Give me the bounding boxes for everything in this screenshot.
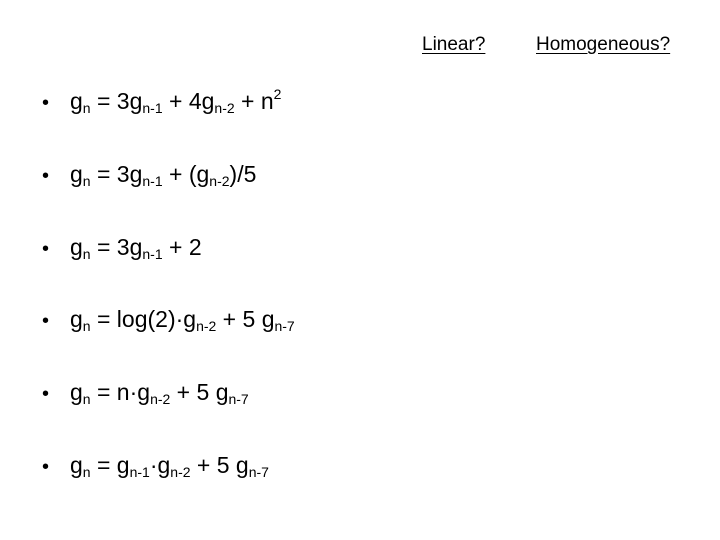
subscript: n-2 <box>214 100 235 116</box>
subscript: n-7 <box>228 391 249 407</box>
equation-text <box>70 161 256 187</box>
equation-segment: = 3g <box>90 88 143 114</box>
equation-segment: g <box>70 161 83 187</box>
equation-row <box>42 86 282 116</box>
subscript: n-1 <box>142 100 163 116</box>
equation-row <box>42 452 269 480</box>
equation-segment: = n·g <box>90 379 151 405</box>
superscript: 2 <box>273 86 282 102</box>
header-homogeneous: Homogeneous? <box>536 34 671 55</box>
subscript: n-7 <box>248 464 269 480</box>
subscript: n-1 <box>129 464 150 480</box>
equation-segment: + (g <box>162 161 210 187</box>
subscript: n <box>82 464 91 480</box>
subscript: n-2 <box>209 173 230 189</box>
subscript: n <box>82 173 91 189</box>
equation-row <box>42 161 257 189</box>
equation-segment: g <box>70 88 83 114</box>
equation-segment: + 5 g <box>216 306 275 332</box>
bullet-icon: • <box>42 456 50 478</box>
equation-text <box>70 452 269 478</box>
subscript: n-7 <box>274 318 295 334</box>
bullet-icon: • <box>42 165 50 187</box>
equation-text <box>70 88 281 114</box>
equation-text <box>70 234 202 260</box>
subscript: n <box>82 246 91 262</box>
subscript: n-1 <box>142 173 163 189</box>
equation-row <box>42 234 202 262</box>
equation-segment: ·g <box>149 452 171 478</box>
equation-segment: + 4g <box>162 88 215 114</box>
equation-segment: = log(2)·g <box>90 306 197 332</box>
equation-row <box>42 306 295 334</box>
equation-segment: g <box>70 379 83 405</box>
equation-segment: g <box>70 306 83 332</box>
equation-segment: = 3g <box>90 234 143 260</box>
subscript: n <box>82 318 91 334</box>
subscript: n-2 <box>196 318 217 334</box>
equation-segment: + 5 g <box>170 379 229 405</box>
bullet-icon: • <box>42 92 50 114</box>
equation-segment: + 2 <box>162 234 202 260</box>
equation-text <box>70 379 249 405</box>
equation-segment: + n <box>234 88 274 114</box>
equation-segment: + 5 g <box>190 452 249 478</box>
bullet-icon: • <box>42 310 50 332</box>
equation-row <box>42 379 249 407</box>
bullet-icon: • <box>42 238 50 260</box>
bullet-icon: • <box>42 383 50 405</box>
header-linear: Linear? <box>422 34 486 55</box>
subscript: n-2 <box>150 391 171 407</box>
subscript: n <box>82 100 91 116</box>
equation-text <box>70 306 295 332</box>
subscript: n-2 <box>170 464 191 480</box>
subscript: n-1 <box>142 246 163 262</box>
equation-segment: g <box>70 452 83 478</box>
subscript: n <box>82 391 91 407</box>
equation-segment: = g <box>90 452 130 478</box>
equation-segment: )/5 <box>229 161 257 187</box>
equation-segment: = 3g <box>90 161 143 187</box>
equation-segment: g <box>70 234 83 260</box>
